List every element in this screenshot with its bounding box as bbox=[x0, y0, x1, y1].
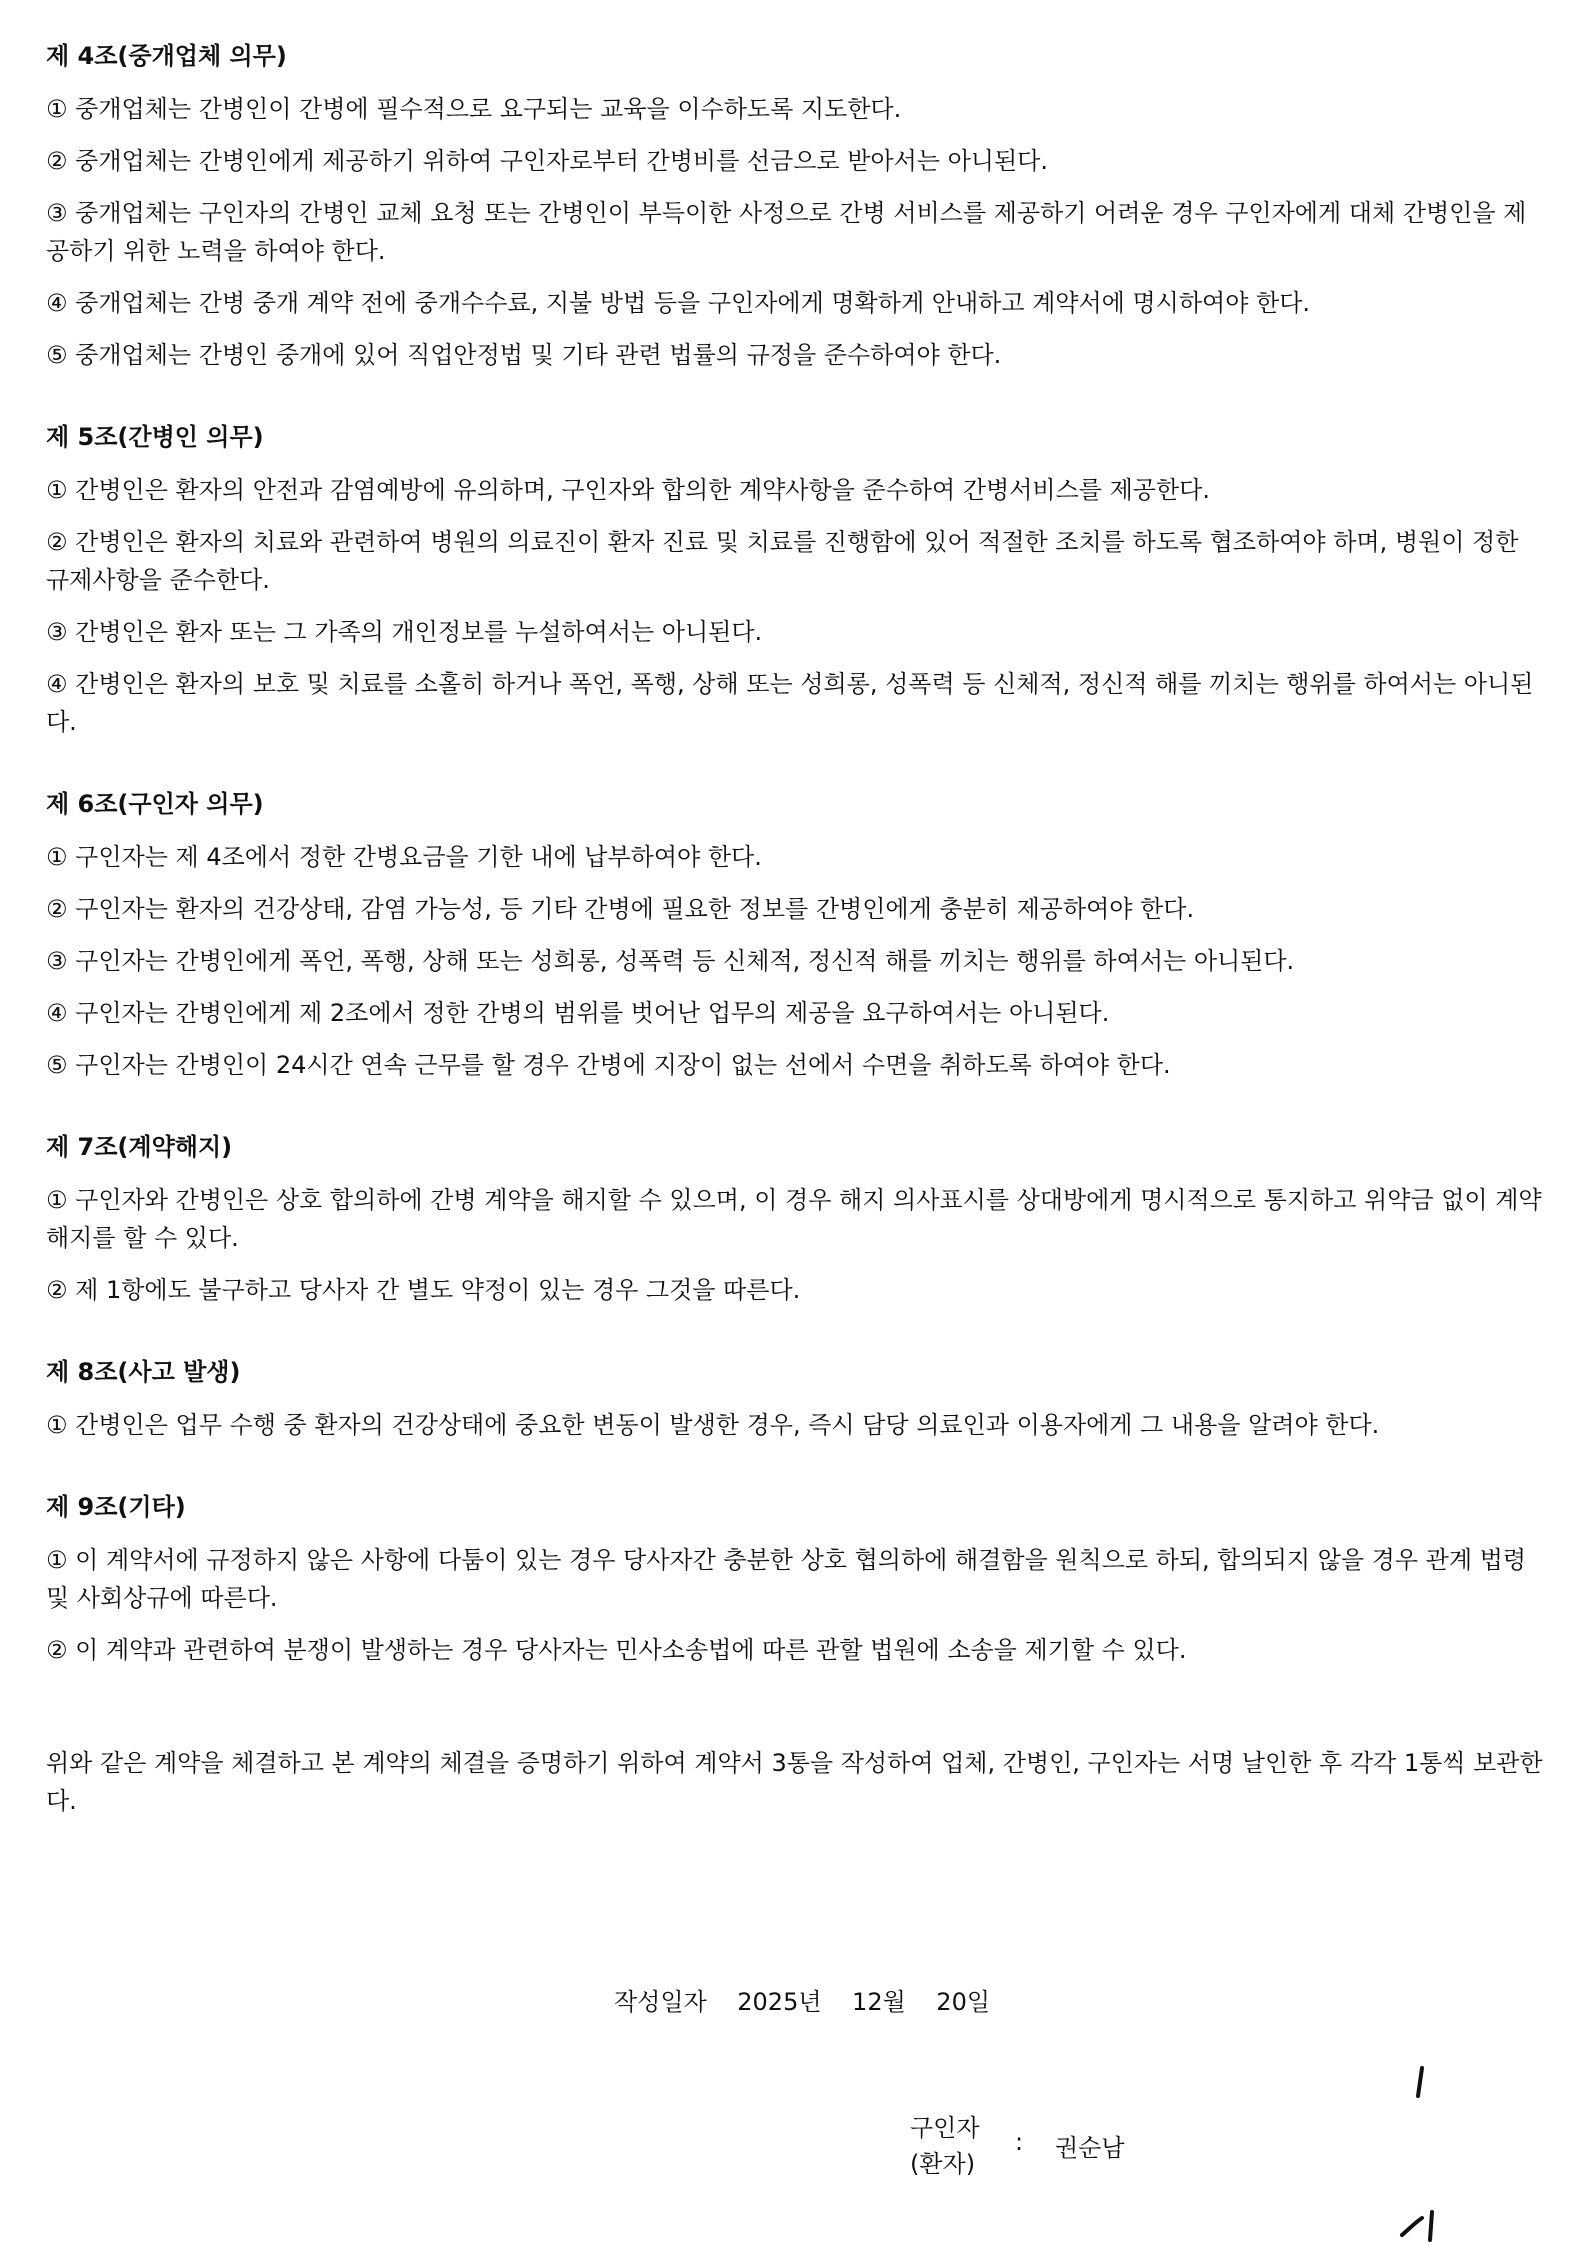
clause: ④ 간병인은 환자의 보호 및 치료를 소홀히 하거나 폭언, 폭행, 상해 또는 성희롱, 성폭력 등 신체적, 정신적 해를 끼치는 행위를 하여서는 아니된다. bbox=[46, 670, 1534, 736]
clause: ⑤ 구인자는 간병인이 24시간 연속 근무를 할 경우 간병에 지장이 없는 선에서 수면을 취하도록 하여야 한다. bbox=[46, 1051, 1171, 1079]
date-line bbox=[614, 1984, 990, 2020]
article-6 bbox=[46, 786, 1546, 1084]
date-day: 20일 bbox=[936, 1988, 991, 2016]
clause: ① 구인자는 제 4조에서 정한 간병요금을 기한 내에 납부하여야 한다. bbox=[46, 843, 762, 871]
article-5 bbox=[46, 419, 1546, 741]
article-heading: 제 6조(구인자 의무) bbox=[46, 790, 264, 818]
signatory-name: 권순남 bbox=[1055, 2134, 1125, 2162]
clause: ③ 간병인은 환자 또는 그 가족의 개인정보를 누설하여서는 아니된다. bbox=[46, 618, 763, 646]
article-heading: 제 5조(간병인 의무) bbox=[46, 423, 264, 451]
clause: ① 간병인은 업무 수행 중 환자의 건강상태에 중요한 변동이 발생한 경우, 즉시 담당 의료인과 이용자에게 그 내용을 알려야 한다. bbox=[46, 1411, 1380, 1439]
signature-block bbox=[910, 2110, 1125, 2182]
article-heading: 제 8조(사고 발생) bbox=[46, 1358, 241, 1386]
article-heading: 제 7조(계약해지) bbox=[46, 1133, 233, 1161]
handwritten-signature-icon bbox=[1370, 2060, 1570, 2245]
clause: ② 간병인은 환자의 치료와 관련하여 병원의 의료진이 환자 진료 및 치료를 진행함에 있어 적절한 조치를 하도록 협조하여야 하며, 병원이 정한 규제사항을 준수한다. bbox=[46, 528, 1519, 594]
date-month: 12월 bbox=[852, 1988, 906, 2016]
signatory-colon: : bbox=[1015, 2128, 1024, 2156]
date-year: 2025년 bbox=[737, 1988, 822, 2016]
clause: ③ 중개업체는 구인자의 간병인 교체 요청 또는 간병인이 부득이한 사정으로 간병 서비스를 제공하기 어려운 경우 구인자에게 대체 간병인을 제공하기 위한 노력을 하여야 한다. bbox=[46, 199, 1527, 265]
clause: ④ 구인자는 간병인에게 제 2조에서 정한 간병의 범위를 벗어난 업무의 제공을 요구하여서는 아니된다. bbox=[46, 999, 1110, 1027]
clause: ④ 중개업체는 간병 중개 계약 전에 중개수수료, 지불 방법 등을 구인자에게 명확하게 안내하고 계약서에 명시하여야 한다. bbox=[46, 289, 1311, 317]
clause: ② 이 계약과 관련하여 분쟁이 발생하는 경우 당사자는 민사소송법에 따른 관할 법원에 소송을 제기할 수 있다. bbox=[46, 1636, 1187, 1664]
article-8 bbox=[46, 1354, 1546, 1444]
closing-statement: 위와 같은 계약을 체결하고 본 계약의 체결을 증명하기 위하여 계약서 3통을 작성하여 업체, 간병인, 구인자는 서명 날인한 후 각각 1통씩 보관한다. bbox=[46, 1749, 1543, 1815]
signatory-role-note: (환자) bbox=[910, 2150, 976, 2178]
clause: ① 간병인은 환자의 안전과 감염예방에 유의하며, 구인자와 합의한 계약사항을 준수하여 간병서비스를 제공한다. bbox=[46, 476, 1210, 504]
clause: ② 중개업체는 간병인에게 제공하기 위하여 구인자로부터 간병비를 선금으로 받아서는 아니된다. bbox=[46, 147, 1048, 175]
clause: ③ 구인자는 간병인에게 폭언, 폭행, 상해 또는 성희롱, 성폭력 등 신체적, 정신적 해를 끼치는 행위를 하여서는 아니된다. bbox=[46, 947, 1295, 975]
date-label: 작성일자 bbox=[614, 1988, 707, 2016]
clause: ① 중개업체는 간병인이 간병에 필수적으로 요구되는 교육을 이수하도록 지도한다. bbox=[46, 95, 902, 123]
article-7 bbox=[46, 1129, 1546, 1309]
clause: ⑤ 중개업체는 간병인 중개에 있어 직업안정법 및 기타 관련 법률의 규정을 준수하여야 한다. bbox=[46, 341, 1002, 369]
signatory-role: 구인자 bbox=[910, 2114, 980, 2142]
clause: ① 구인자와 간병인은 상호 합의하에 간병 계약을 해지할 수 있으며, 이 경우 해지 의사표시를 상대방에게 명시적으로 통지하고 위약금 없이 계약해지를 할 수 있다. bbox=[46, 1186, 1542, 1252]
clause: ② 구인자는 환자의 건강상태, 감염 가능성, 등 기타 간병에 필요한 정보를 간병인에게 충분히 제공하여야 한다. bbox=[46, 895, 1195, 923]
article-9 bbox=[46, 1489, 1546, 1669]
article-heading: 제 9조(기타) bbox=[46, 1493, 186, 1521]
contract-body bbox=[46, 38, 1546, 1820]
clause: ② 제 1항에도 불구하고 당사자 간 별도 약정이 있는 경우 그것을 따른다. bbox=[46, 1276, 801, 1304]
article-4 bbox=[46, 38, 1546, 374]
article-heading: 제 4조(중개업체 의무) bbox=[46, 42, 287, 70]
clause: ① 이 계약서에 규정하지 않은 사항에 다툼이 있는 경우 당사자간 충분한 상호 협의하에 해결함을 원칙으로 하되, 합의되지 않을 경우 관계 법령 및 사회상규에 따른다. bbox=[46, 1546, 1527, 1612]
